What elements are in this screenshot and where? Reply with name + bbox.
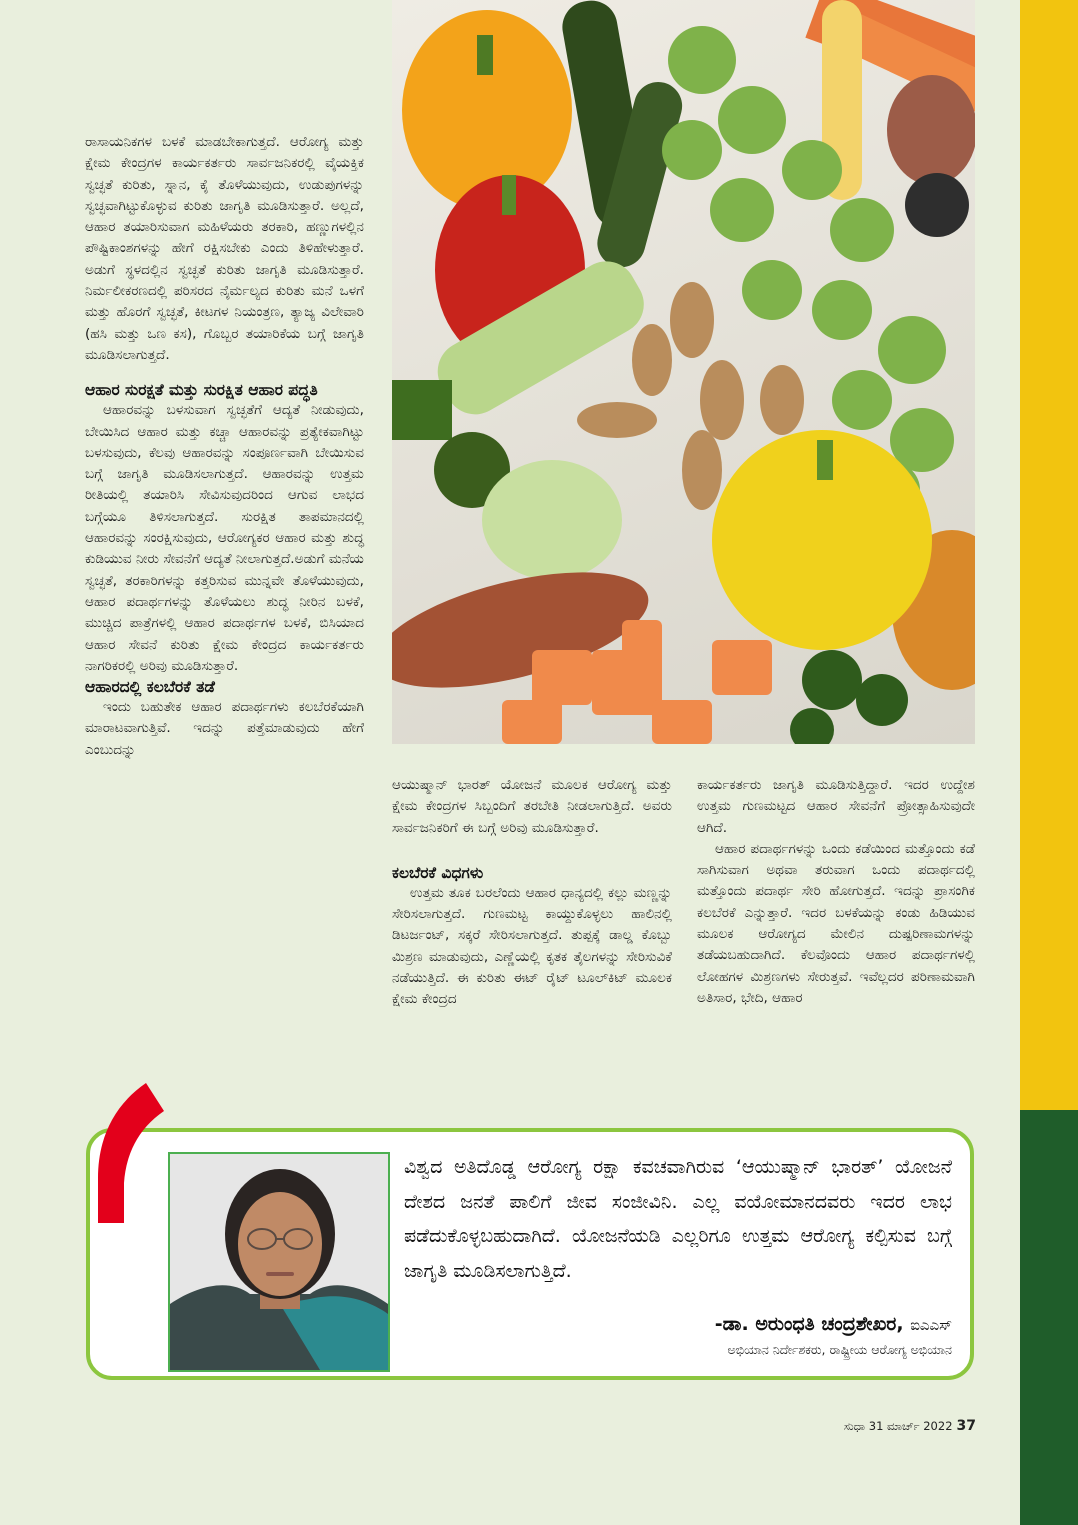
col1-paragraph-2: ಆಹಾರವನ್ನು ಬಳಸುವಾಗ ಸ್ವಚ್ಛತೆಗೆ ಆದ್ಯತೆ ನೀಡುವುದು, ಬೇಯಿಸಿದ ಆಹಾರ ಮತ್ತು ಕಚ್ಚಾ ಆಹಾರವನ್ನು ಪ್ರತ್ಯೇಕವಾಗಿಟ್ಟು ಬಳಸುವುದು, ಕೆಲವು ಆಹಾರವನ್ನು ಸಂಪೂರ್ಣವಾಗಿ ಬೇಯಿಸುವ ಬಗ್ಗೆ ಜಾಗೃತಿ ಮೂಡಿಸಲಾಗುತ್ತದೆ. ಆಹಾರವನ್ನು ಉತ್ತಮ ರೀತಿಯಲ್ಲಿ ತಯಾರಿಸಿ ಸೇವಿಸುವುದರಿಂದ ಆಗುವ ಲಾಭದ ಬಗ್ಗೆಯೂ ತಿಳಿಸಲಾಗುತ್ತದೆ. ಸುರಕ್ಷಿತ ತಾಪಮಾನದಲ್ಲಿ ಆಹಾರವನ್ನು ಸಂರಕ್ಷಿಸುವುದು, ಆರೋಗ್ಯಕರ ಆಹಾರ ಮತ್ತು ಶುದ್ಧ ಕುಡಿಯುವ ನೀರು ಸೇವನೆಗೆ ಆದ್ಯತೆ ನೀಲಾಗುತ್ತದೆ.ಅಡುಗೆ ಮನೆಯ ಸ್ವಚ್ಛತೆ, ತರಕಾರಿಗಳನ್ನು ಕತ್ತರಿಸುವ ಮುನ್ನವೇ ತೊಳೆಯುವುದು, ಆಹಾರ ಪದಾರ್ಥಗಳನ್ನು ತೊಳೆಯಲು ಶುದ್ಧ ನೀರಿನ ಬಳಕೆ, ಮುಚ್ಚಿದ ಪಾತ್ರೆಗಳಲ್ಲಿ ಆಹಾರ ಪದಾರ್ಥಗಳ ಬಳಕೆ, ಬಿಸಿಯಾದ ಆಹಾರ ಸೇವನೆ ಕುರಿತು ಕ್ಷೇಮ ಕೇಂದ್ರದ ಕಾರ್ಯಕರ್ತರು ನಾಗರಿಕರಲ್ಲಿ ಅರಿವು ಮೂಡಿಸುತ್ತಾರೆ. (85, 402, 364, 674)
side-accent-yellow (1020, 0, 1078, 1110)
article-column-1 (85, 132, 364, 761)
vegetables-photo (392, 0, 975, 744)
article-column-3 (697, 775, 975, 1009)
quote-author-role: ಅಭಿಯಾನ ನಿರ್ದೇಶಕರು, ರಾಷ್ಟ್ರೀಯ ಆರೋಗ್ಯ ಅಭಿಯಾನ (727, 1342, 952, 1357)
article-column-2 (392, 775, 672, 1011)
quote-text: ವಿಶ್ವದ ಅತಿದೊಡ್ಡ ಆರೋಗ್ಯ ರಕ್ಷಾ ಕವಚವಾಗಿರುವ ‘ಆಯುಷ್ಮಾನ್ ಭಾರತ್’ ಯೋಜನೆ ದೇಶದ ಜನತೆ ಪಾಲಿಗೆ ಜೀವ ಸಂಜೀವಿನಿ. ಎಲ್ಲ ವಯೋಮಾನದವರು ಇದರ ಲಾಭ ಪಡೆದುಕೊಳ್ಳಬಹುದಾಗಿದೆ. ಯೋಜನೆಯಡಿ ಎಲ್ಲರಿಗೂ ಉತ್ತಮ ಆರೋಗ್ಯ ಕಲ್ಪಿಸುವ ಬಗ್ಗೆ ಜಾಗೃತಿ ಮೂಡಿಸಲಾಗುತ್ತಿದೆ. (404, 1156, 952, 1282)
author-portrait (168, 1152, 390, 1372)
col1-heading-food-safety: ಆಹಾರ ಸುರಕ್ಷತೆ ಮತ್ತು ಸುರಕ್ಷಿತ ಆಹಾರ ಪದ್ಧತಿ (85, 381, 318, 400)
col3-paragraph-2: ಆಹಾರ ಪದಾರ್ಥಗಳನ್ನು ಒಂದು ಕಡೆಯಿಂದ ಮತ್ತೊಂದು ಕಡೆ ಸಾಗಿಸುವಾಗ ಅಥವಾ ತರುವಾಗ ಒಂದು ಪದಾರ್ಥದಲ್ಲಿ ಮತ್ತೊಂದು ಪದಾರ್ಥ ಸೇರಿ ಹೋಗುತ್ತದೆ. ಇದನ್ನು ಪ್ರಾಸಂಗಿಕ ಕಲಬೆರಕೆ ಎನ್ನುತ್ತಾರೆ. ಇದರ ಬಳಕೆಯನ್ನು ಕಂಡು ಹಿಡಿಯುವ ಮೂಲಕ ಆರೋಗ್ಯದ ಮೇಲಿನ ದುಷ್ಪರಿಣಾಮಗಳನ್ನು ತಡೆಯಬಹುದಾಗಿದೆ. ಕೆಲವೊಂದು ಆಹಾರ ಪದಾರ್ಥಗಳಲ್ಲಿ ಲೋಹಗಳ ಮಿಶ್ರಣಗಳು ಸೇರುತ್ತವೆ. ಇವೆಲ್ಲದರ ಪರಿಣಾಮವಾಗಿ ಅತಿಸಾರ, ಭೇದಿ, ಆಹಾರ (697, 840, 975, 1006)
col2-paragraph-2: ಉತ್ತಮ ತೂಕ ಬರಲೆಂದು ಆಹಾರ ಧಾನ್ಯದಲ್ಲಿ ಕಲ್ಲು ಮಣ್ಣನ್ನು ಸೇರಿಸಲಾಗುತ್ತದೆ. ಗುಣಮಟ್ಟ ಕಾಯ್ದುಕೊಳ್ಳಲು ಹಾಲಿನಲ್ಲಿ ಡಿಟರ್ಜಂಟ್, ಸಕ್ಕರೆ ಸೇರಿಸಲಾಗುತ್ತದೆ. ತುಪ್ಪಕ್ಕೆ ಡಾಲ್ಡ ಕೊಬ್ಬು ಮಿಶ್ರಣ ಮಾಡುವುದು, ಎಣ್ಣೆಯಲ್ಲಿ ಕೃತಕ ತೈಲಗಳನ್ನು ಸೇರಿಸುವಿಕೆ ನಡೆಯುತ್ತಿದೆ. ಈ ಕುರಿತು ಈಟ್ ರೈಟ್ ಟೂಲ್‌ಕಿಟ್ ಮೂಲಕ ಕ್ಷೇಮ ಕೇಂದ್ರದ (392, 884, 672, 1008)
side-accent-green (1020, 1110, 1078, 1525)
page-number: 37 (956, 1418, 976, 1434)
quote-author (560, 1313, 952, 1335)
magazine-issue: ಸುಧಾ 31 ಮಾರ್ಚ್ 2022 (843, 1419, 953, 1433)
quote-mark-icon (84, 1083, 164, 1223)
col1-heading-adulteration-prevention: ಆಹಾರದಲ್ಲಿ ಕಲಬೆರಕೆ ತಡೆ (85, 678, 215, 697)
col1-paragraph-3: ಇಂದು ಬಹುತೇಕ ಆಹಾರ ಪದಾರ್ಥಗಳು ಕಲಬೆರಕೆಯಾಗಿ ಮಾರಾಟವಾಗುತ್ತಿವೆ. ಇದನ್ನು ಪತ್ತೆಮಾಡುವುದು ಹೇಗೆ ಎಂಬುದನ್ನು (85, 699, 364, 758)
page-footer (790, 1418, 976, 1434)
quote-author-suffix: ಐಎಎಸ್ (910, 1316, 952, 1334)
col3-paragraph-1: ಕಾರ್ಯಕರ್ತರು ಜಾಗೃತಿ ಮೂಡಿಸುತ್ತಿದ್ದಾರೆ. ಇದರ ಉದ್ದೇಶ ಉತ್ತಮ ಗುಣಮಟ್ಟದ ಆಹಾರ ಸೇವನೆಗೆ ಪ್ರೋತ್ಸಾಹಿಸುವುದೇ ಆಗಿದೆ. (697, 777, 975, 836)
col1-paragraph-1: ರಾಸಾಯನಿಕಗಳ ಬಳಕೆ ಮಾಡಬೇಕಾಗುತ್ತದೆ. ಆರೋಗ್ಯ ಮತ್ತು ಕ್ಷೇಮ ಕೇಂದ್ರಗಳ ಕಾರ್ಯಕರ್ತರು ಸಾರ್ವಜನಿಕರಲ್ಲಿ ವೈಯಕ್ತಿಕ ಸ್ವಚ್ಛತೆ ಕುರಿತು, ಸ್ನಾನ, ಕೈ ತೊಳೆಯುವುದು, ಉಡುಪುಗಳನ್ನು ಸ್ವಚ್ಛವಾಗಿಟ್ಟುಕೊಳ್ಳುವ ಕುರಿತು ಜಾಗೃತಿ ಮೂಡಿಸುತ್ತಾರೆ. ಅಲ್ಲದೆ, ಆಹಾರ ತಯಾರಿಸುವಾಗ ಮಹಿಳೆಯರು ತರಕಾರಿ, ಹಣ್ಣುಗಳಲ್ಲಿನ ಪೌಷ್ಟಿಕಾಂಶಗಳನ್ನು ಹೇಗೆ ರಕ್ಷಿಸಬೇಕು ಎಂದು ತಿಳಿಹೇಳುತ್ತಾರೆ. ಅಡುಗೆ ಸ್ಥಳದಲ್ಲಿನ ಸ್ವಚ್ಛತೆ ಕುರಿತು ಜಾಗೃತಿ ಮೂಡಿಸುತ್ತಾರೆ. ನಿರ್ಮಲೀಕರಣದಲ್ಲಿ ಪರಿಸರದ ನೈರ್ಮಲ್ಯದ ಕುರಿತು ಮನೆ ಒಳಗೆ ಮತ್ತು ಹೊರಗೆ ಸ್ವಚ್ಛತೆ, ಕೀಟಗಳ ನಿಯಂತ್ರಣ, ತ್ಯಾಜ್ಯ ವಿಲೇವಾರಿ (ಹಸಿ ಮತ್ತು ಒಣ ಕಸ), ಗೊಬ್ಬರ ತಯಾರಿಕೆಯ ಬಗ್ಗೆ ಜಾಗೃತಿ ಮೂಡಿಸಲಾಗುತ್ತದೆ. (85, 134, 364, 363)
quote-author-name: -ಡಾ. ಅರುಂಧತಿ ಚಂದ್ರಶೇಖರ, (714, 1313, 904, 1335)
col2-paragraph-1: ಆಯುಷ್ಮಾನ್ ಭಾರತ್ ಯೋಜನೆ ಮೂಲಕ ಆರೋಗ್ಯ ಮತ್ತು ಕ್ಷೇಮ ಕೇಂದ್ರಗಳ ಸಿಬ್ಬಂದಿಗೆ ತರಬೇತಿ ನೀಡಲಾಗುತ್ತಿದೆ. ಅವರು ಸಾರ್ವಜನಿಕರಿಗೆ ಈ ಬಗ್ಗೆ ಅರಿವು ಮೂಡಿಸುತ್ತಾರೆ. (392, 777, 672, 836)
col2-heading-adulteration-types: ಕಲಬೆರಕೆ ವಿಧಗಳು (392, 863, 484, 882)
